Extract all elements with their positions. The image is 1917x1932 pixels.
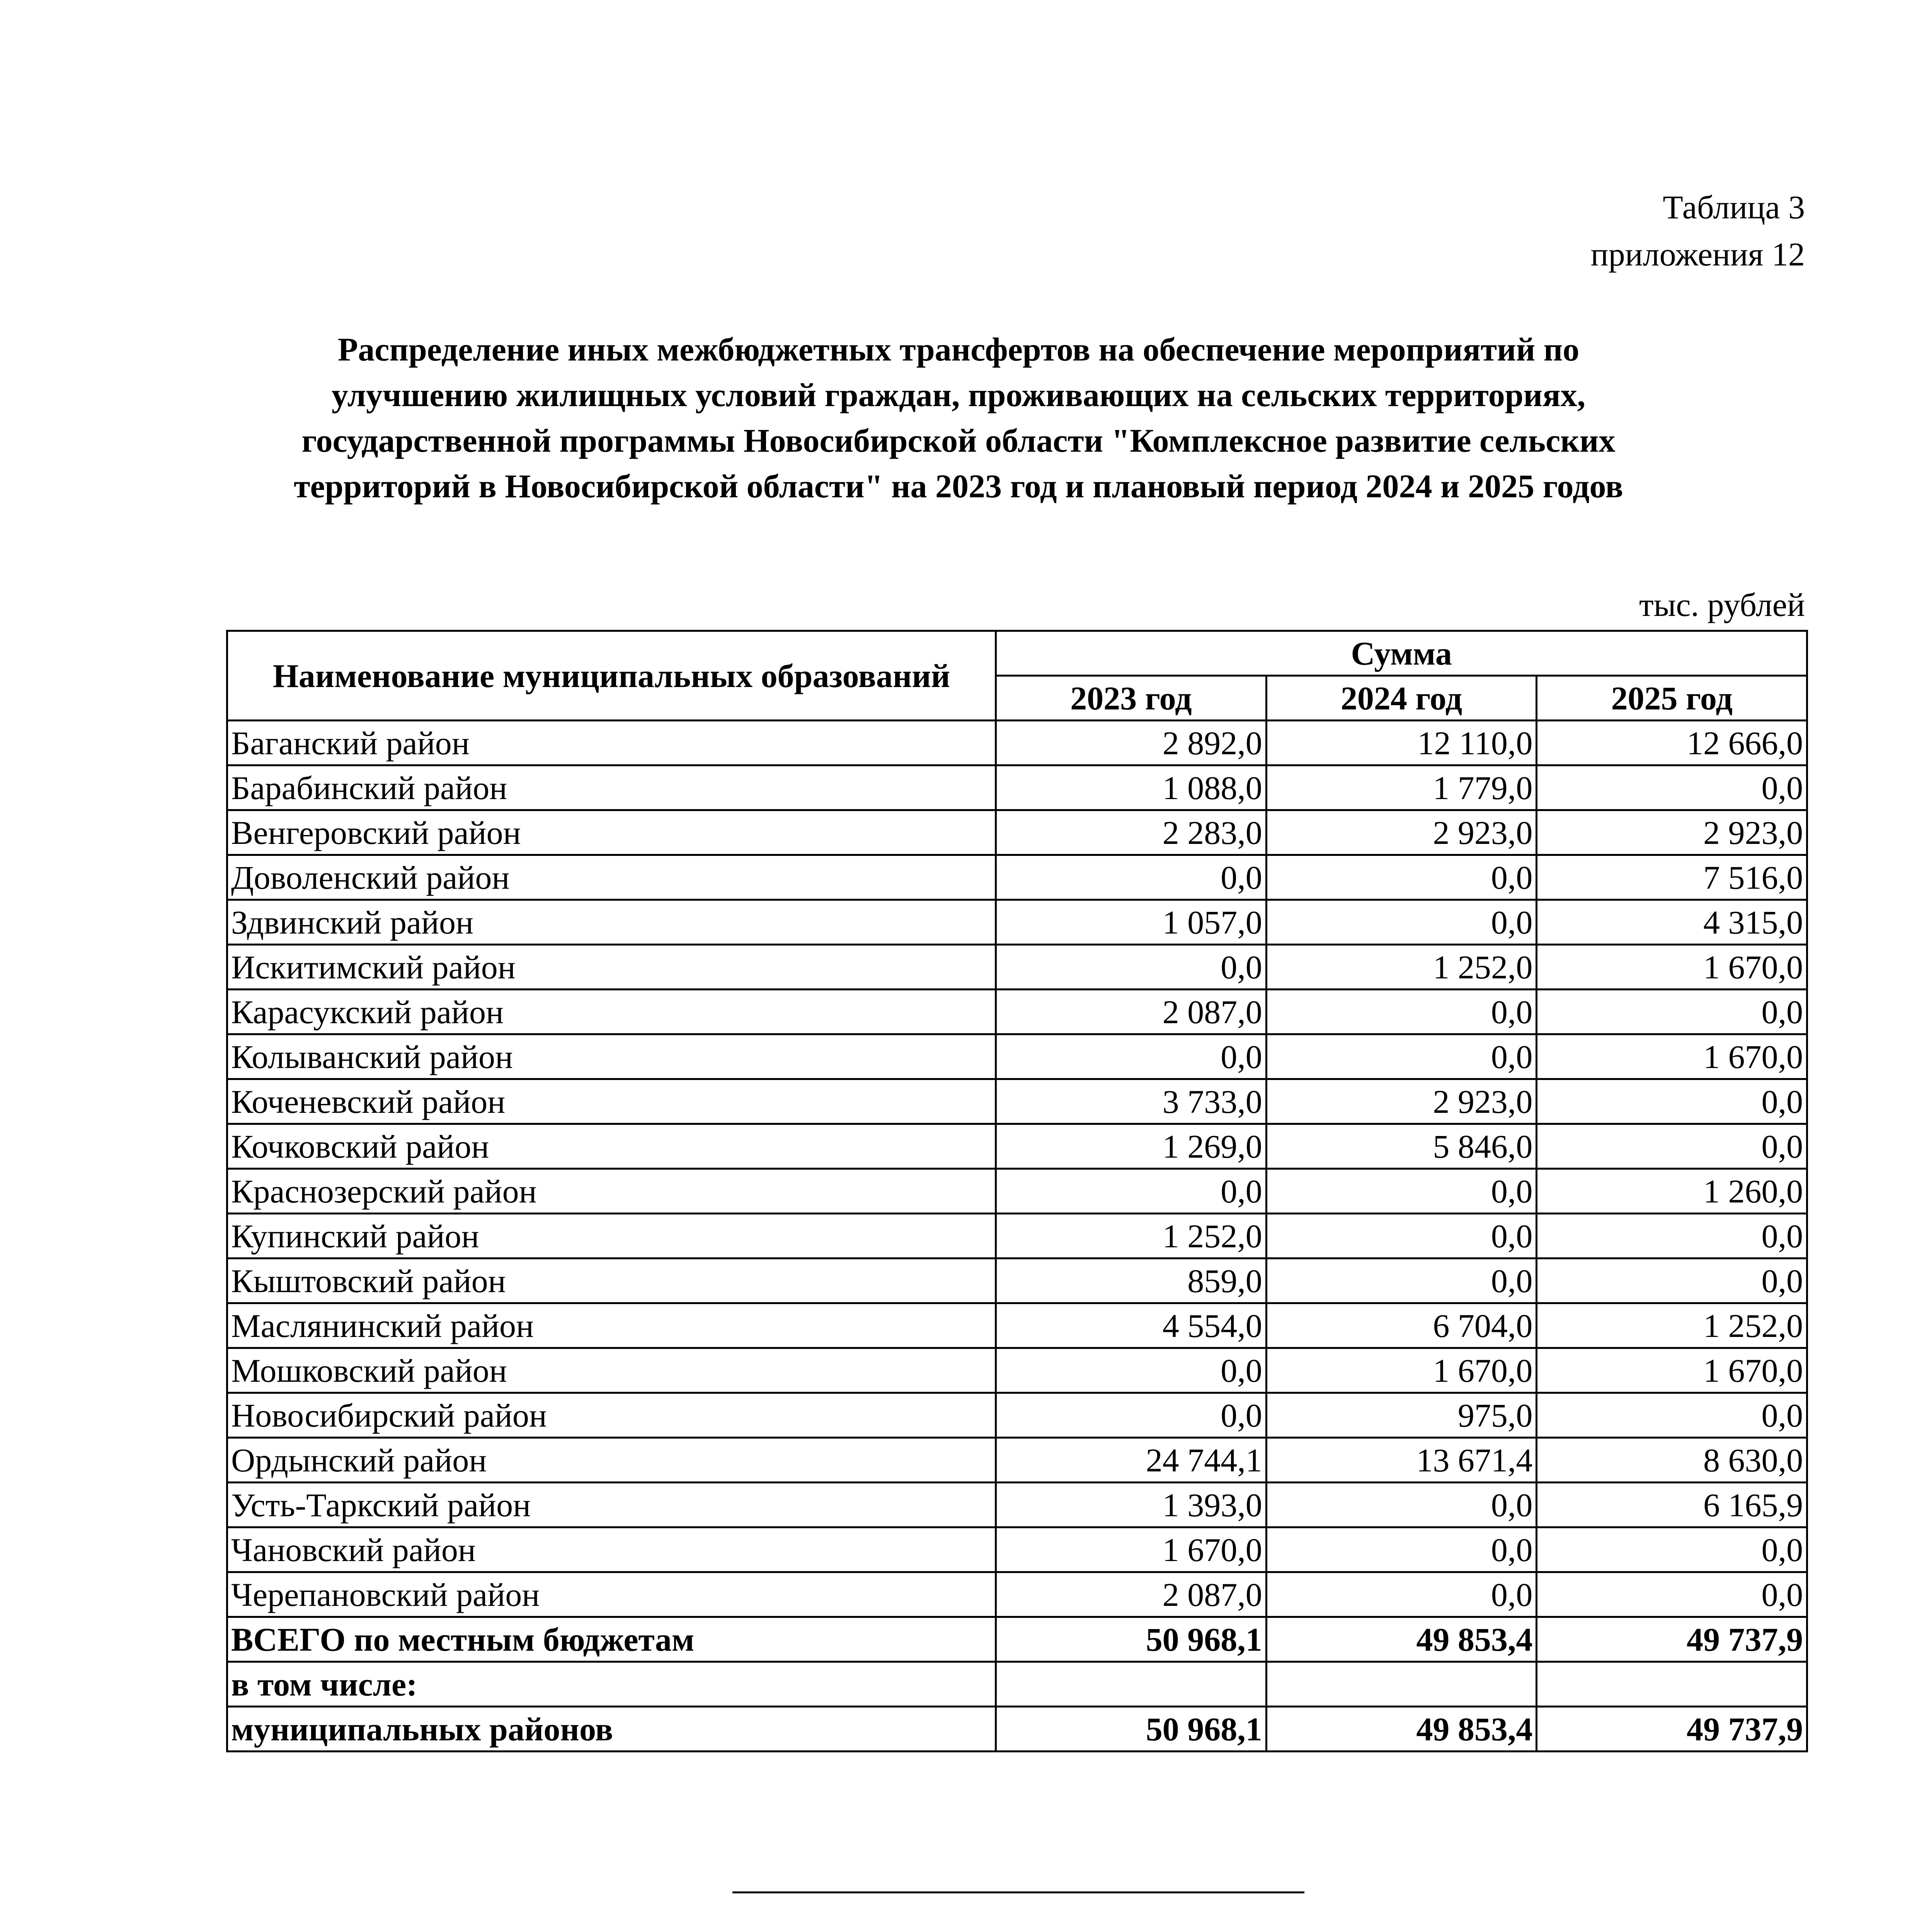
table-row xyxy=(227,1393,1807,1438)
including-row xyxy=(227,1662,1807,1707)
table-row xyxy=(227,1572,1807,1617)
value-2023-cell: 859,0 xyxy=(996,1259,1267,1303)
including-row-label: в том числе: xyxy=(227,1662,996,1707)
municipality-name-cell: Черепановский район xyxy=(227,1572,996,1617)
table-header-row xyxy=(227,631,1807,676)
value-2024-cell: 0,0 xyxy=(1266,855,1537,900)
total-2025-value: 49 737,9 xyxy=(1537,1617,1807,1662)
value-2023-cell: 4 554,0 xyxy=(996,1303,1267,1348)
total-2023-value: 50 968,1 xyxy=(996,1617,1267,1662)
total-row-label: ВСЕГО по местным бюджетам xyxy=(227,1617,996,1662)
table-row xyxy=(227,1303,1807,1348)
municipality-name-cell: Баганский район xyxy=(227,721,996,765)
municipality-name-cell: Коченевский район xyxy=(227,1079,996,1124)
value-2024-cell: 0,0 xyxy=(1266,1527,1537,1572)
municipality-name-cell: Купинский район xyxy=(227,1214,996,1259)
value-2023-cell: 1 088,0 xyxy=(996,765,1267,810)
value-2023-cell: 2 087,0 xyxy=(996,990,1267,1034)
value-2024-cell: 0,0 xyxy=(1266,1572,1537,1617)
value-2024-cell: 975,0 xyxy=(1266,1393,1537,1438)
title-line-4: территорий в Новосибирской области" на 2023 год и плановый период 2024 и 2025 годов xyxy=(294,468,1623,505)
value-2023-cell: 1 252,0 xyxy=(996,1214,1267,1259)
value-2023-cell: 3 733,0 xyxy=(996,1079,1267,1124)
districts-2025-value: 49 737,9 xyxy=(1537,1707,1807,1752)
value-2024-cell: 0,0 xyxy=(1266,990,1537,1034)
value-2023-cell: 1 269,0 xyxy=(996,1124,1267,1169)
municipality-name-cell: Маслянинский район xyxy=(227,1303,996,1348)
value-2025-cell: 0,0 xyxy=(1537,1393,1807,1438)
table-row xyxy=(227,1527,1807,1572)
value-2023-cell: 2 283,0 xyxy=(996,810,1267,855)
value-2024-cell: 0,0 xyxy=(1266,1169,1537,1214)
municipality-name-cell: Мошковский район xyxy=(227,1348,996,1393)
municipality-column-header: Наименование муниципальных образований xyxy=(227,631,996,721)
value-2025-cell: 1 670,0 xyxy=(1537,1034,1807,1079)
including-2025-value xyxy=(1537,1662,1807,1707)
table-row xyxy=(227,1438,1807,1483)
value-2025-cell: 2 923,0 xyxy=(1537,810,1807,855)
value-2025-cell: 1 252,0 xyxy=(1537,1303,1807,1348)
municipality-name-cell: Здвинский район xyxy=(227,900,996,945)
total-2024-value: 49 853,4 xyxy=(1266,1617,1537,1662)
year-2023-header: 2023 год xyxy=(996,676,1267,721)
end-of-table-rule xyxy=(732,1891,1304,1893)
value-2025-cell: 0,0 xyxy=(1537,1527,1807,1572)
municipality-name-cell: Доволенский район xyxy=(227,855,996,900)
value-2023-cell: 24 744,1 xyxy=(996,1438,1267,1483)
municipality-name-cell: Ордынский район xyxy=(227,1438,996,1483)
value-2025-cell: 0,0 xyxy=(1537,990,1807,1034)
value-2025-cell: 1 260,0 xyxy=(1537,1169,1807,1214)
title-line-3: государственной программы Новосибирской области "Комплексное развитие сельских xyxy=(301,422,1616,459)
appendix-reference xyxy=(1591,184,1805,278)
including-2023-value xyxy=(996,1662,1267,1707)
municipality-name-cell: Кочковский район xyxy=(227,1124,996,1169)
table-row xyxy=(227,1348,1807,1393)
table-row xyxy=(227,1483,1807,1527)
table-row xyxy=(227,721,1807,765)
value-2023-cell: 0,0 xyxy=(996,855,1267,900)
value-2025-cell: 0,0 xyxy=(1537,1214,1807,1259)
including-2024-value xyxy=(1266,1662,1537,1707)
total-row xyxy=(227,1617,1807,1662)
sum-column-header: Сумма xyxy=(996,631,1807,676)
table-row xyxy=(227,1169,1807,1214)
value-2025-cell: 0,0 xyxy=(1537,1259,1807,1303)
table-row xyxy=(227,1124,1807,1169)
municipality-name-cell: Усть-Таркский район xyxy=(227,1483,996,1527)
value-2023-cell: 0,0 xyxy=(996,945,1267,990)
municipality-name-cell: Колыванский район xyxy=(227,1034,996,1079)
table-row xyxy=(227,855,1807,900)
table-row xyxy=(227,990,1807,1034)
value-2024-cell: 0,0 xyxy=(1266,1483,1537,1527)
districts-total-row xyxy=(227,1707,1807,1752)
value-2025-cell: 8 630,0 xyxy=(1537,1438,1807,1483)
table-body xyxy=(227,721,1807,1752)
municipality-name-cell: Искитимский район xyxy=(227,945,996,990)
value-2023-cell: 2 087,0 xyxy=(996,1572,1267,1617)
value-2023-cell: 0,0 xyxy=(996,1169,1267,1214)
value-2023-cell: 1 670,0 xyxy=(996,1527,1267,1572)
table-row xyxy=(227,1079,1807,1124)
districts-2023-value: 50 968,1 xyxy=(996,1707,1267,1752)
districts-total-label: муниципальных районов xyxy=(227,1707,996,1752)
value-2023-cell: 0,0 xyxy=(996,1034,1267,1079)
table-row xyxy=(227,900,1807,945)
year-2025-header: 2025 год xyxy=(1537,676,1807,721)
table-row xyxy=(227,1259,1807,1303)
value-2025-cell: 12 666,0 xyxy=(1537,721,1807,765)
title-line-2: улучшению жилищных условий граждан, проживающих на сельских территориях, xyxy=(331,376,1586,413)
value-2023-cell: 1 057,0 xyxy=(996,900,1267,945)
value-2024-cell: 2 923,0 xyxy=(1266,810,1537,855)
table-row xyxy=(227,765,1807,810)
table-row xyxy=(227,1034,1807,1079)
value-2023-cell: 0,0 xyxy=(996,1348,1267,1393)
municipality-name-cell: Карасукский район xyxy=(227,990,996,1034)
value-2025-cell: 0,0 xyxy=(1537,1079,1807,1124)
value-2025-cell: 0,0 xyxy=(1537,1124,1807,1169)
value-2025-cell: 1 670,0 xyxy=(1537,1348,1807,1393)
year-2024-header: 2024 год xyxy=(1266,676,1537,721)
value-2023-cell: 1 393,0 xyxy=(996,1483,1267,1527)
transfers-table xyxy=(226,630,1808,1752)
appendix-number-label: приложения 12 xyxy=(1590,236,1805,273)
districts-2024-value: 49 853,4 xyxy=(1266,1707,1537,1752)
value-2023-cell: 2 892,0 xyxy=(996,721,1267,765)
document-title xyxy=(228,327,1689,509)
table-row xyxy=(227,1214,1807,1259)
value-2025-cell: 6 165,9 xyxy=(1537,1483,1807,1527)
table-row xyxy=(227,945,1807,990)
value-2024-cell: 0,0 xyxy=(1266,1034,1537,1079)
value-2024-cell: 0,0 xyxy=(1266,900,1537,945)
value-2024-cell: 1 252,0 xyxy=(1266,945,1537,990)
value-2024-cell: 0,0 xyxy=(1266,1214,1537,1259)
value-2025-cell: 1 670,0 xyxy=(1537,945,1807,990)
table-row xyxy=(227,810,1807,855)
value-2025-cell: 7 516,0 xyxy=(1537,855,1807,900)
value-2024-cell: 13 671,4 xyxy=(1266,1438,1537,1483)
municipality-name-cell: Краснозерский район xyxy=(227,1169,996,1214)
units-label: тыс. рублей xyxy=(1639,586,1805,623)
value-2024-cell: 1 670,0 xyxy=(1266,1348,1537,1393)
value-2024-cell: 5 846,0 xyxy=(1266,1124,1537,1169)
value-2025-cell: 0,0 xyxy=(1537,765,1807,810)
table-number-label: Таблица 3 xyxy=(1663,189,1805,226)
value-2025-cell: 4 315,0 xyxy=(1537,900,1807,945)
value-2024-cell: 12 110,0 xyxy=(1266,721,1537,765)
municipality-name-cell: Чановский район xyxy=(227,1527,996,1572)
value-2023-cell: 0,0 xyxy=(996,1393,1267,1438)
value-2024-cell: 1 779,0 xyxy=(1266,765,1537,810)
municipality-name-cell: Венгеровский район xyxy=(227,810,996,855)
value-2025-cell: 0,0 xyxy=(1537,1572,1807,1617)
value-2024-cell: 2 923,0 xyxy=(1266,1079,1537,1124)
municipality-name-cell: Кыштовский район xyxy=(227,1259,996,1303)
value-2024-cell: 6 704,0 xyxy=(1266,1303,1537,1348)
municipality-name-cell: Барабинский район xyxy=(227,765,996,810)
title-line-1: Распределение иных межбюджетных трансфертов на обеспечение мероприятий по xyxy=(337,331,1580,368)
municipality-name-cell: Новосибирский район xyxy=(227,1393,996,1438)
value-2024-cell: 0,0 xyxy=(1266,1259,1537,1303)
